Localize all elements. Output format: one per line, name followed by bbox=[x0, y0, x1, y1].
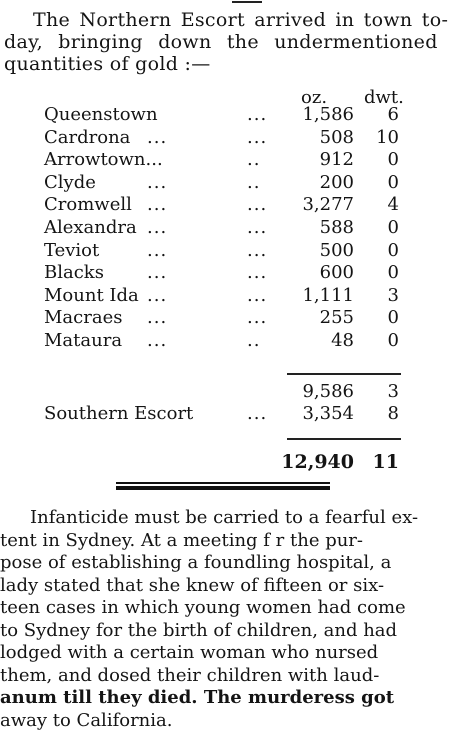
dwt-column-header: dwt. bbox=[364, 87, 404, 108]
leader-dots: ... bbox=[147, 217, 167, 238]
leader-dots: .. bbox=[247, 172, 260, 193]
total-dwt: 11 bbox=[369, 451, 399, 473]
oz-value: 48 bbox=[331, 330, 354, 351]
paragraph-line: lady stated that she knew of fifteen or six- bbox=[0, 575, 444, 598]
intro-paragraph bbox=[4, 9, 442, 75]
table-row bbox=[0, 127, 449, 150]
oz-value: 3,277 bbox=[302, 194, 354, 215]
place-name: Cromwell bbox=[44, 194, 132, 215]
southern-escort-dwt: 8 bbox=[369, 403, 399, 424]
subtotal-row bbox=[0, 381, 449, 404]
leader-dots: ... bbox=[147, 285, 167, 306]
section-divider-bottom bbox=[116, 486, 330, 490]
table-row bbox=[0, 285, 449, 308]
oz-value: 508 bbox=[320, 127, 354, 148]
oz-value: 255 bbox=[320, 307, 354, 328]
leader-dots: ... bbox=[147, 262, 167, 283]
dwt-value: 0 bbox=[369, 307, 399, 328]
southern-escort-oz: 3,354 bbox=[302, 403, 354, 424]
dwt-value: 0 bbox=[369, 149, 399, 170]
place-name: Teviot bbox=[44, 240, 99, 261]
dwt-value: 0 bbox=[369, 240, 399, 261]
dwt-value: 0 bbox=[369, 330, 399, 351]
place-name: Alexandra bbox=[44, 217, 137, 238]
subtotal-rule bbox=[287, 373, 401, 375]
leader-dots: ... bbox=[147, 240, 167, 261]
subtotal-oz: 9,586 bbox=[302, 381, 354, 402]
intro-line: day, bringing down the undermentioned bbox=[4, 31, 442, 53]
southern-escort-row bbox=[0, 403, 449, 426]
oz-value: 1,111 bbox=[302, 285, 354, 306]
paragraph-line: Infanticide must be carried to a fearful ex- bbox=[0, 507, 444, 530]
oz-value: 1,586 bbox=[302, 104, 354, 125]
table-row bbox=[0, 194, 449, 217]
table-row bbox=[0, 149, 449, 172]
table-row bbox=[0, 217, 449, 240]
place-name: Queenstown bbox=[44, 104, 158, 125]
dwt-value: 3 bbox=[369, 285, 399, 306]
leader-dots: ... bbox=[247, 240, 267, 261]
paragraph-line: lodged with a certain woman who nursed bbox=[0, 642, 444, 665]
leader-dots: ... bbox=[147, 127, 167, 148]
leader-dots: ... bbox=[247, 127, 267, 148]
oz-value: 588 bbox=[320, 217, 354, 238]
place-name: Macraes bbox=[44, 307, 122, 328]
dwt-value: 6 bbox=[369, 104, 399, 125]
total-rule bbox=[287, 438, 401, 440]
dwt-value: 0 bbox=[369, 172, 399, 193]
news-paragraph bbox=[0, 507, 444, 732]
leader-dots: ... bbox=[247, 194, 267, 215]
leader-dots: ... bbox=[247, 262, 267, 283]
oz-column-header: oz. bbox=[301, 87, 327, 108]
table-row bbox=[0, 262, 449, 285]
dwt-value: 10 bbox=[369, 127, 399, 148]
place-name: Arrowtown... bbox=[44, 149, 163, 170]
place-name: Clyde bbox=[44, 172, 96, 193]
place-name: Blacks bbox=[44, 262, 104, 283]
paragraph-line: tent in Sydney. At a meeting f r the pur- bbox=[0, 530, 444, 553]
leader-dots: ... bbox=[247, 403, 267, 424]
oz-value: 600 bbox=[320, 262, 354, 283]
southern-escort-label: Southern Escort bbox=[44, 403, 193, 424]
leader-dots: ... bbox=[147, 307, 167, 328]
leader-dots: ... bbox=[247, 285, 267, 306]
paragraph-line: away to California. bbox=[0, 710, 444, 732]
subtotal-dwt: 3 bbox=[369, 381, 399, 402]
table-row bbox=[0, 240, 449, 263]
paragraph-line: to Sydney for the birth of children, and had bbox=[0, 620, 444, 643]
leader-dots: .. bbox=[247, 330, 260, 351]
dwt-value: 0 bbox=[369, 217, 399, 238]
leader-dots: ... bbox=[147, 194, 167, 215]
table-row bbox=[0, 330, 449, 353]
oz-value: 200 bbox=[320, 172, 354, 193]
paragraph-line: pose of establishing a foundling hospital, a bbox=[0, 552, 444, 575]
total-row bbox=[0, 451, 449, 474]
leader-dots: .. bbox=[247, 149, 260, 170]
oz-value: 500 bbox=[320, 240, 354, 261]
dwt-value: 0 bbox=[369, 262, 399, 283]
total-oz: 12,940 bbox=[281, 451, 354, 473]
section-divider-top bbox=[116, 482, 330, 484]
table-row bbox=[0, 172, 449, 195]
leader-dots: ... bbox=[147, 172, 167, 193]
leader-dots: ... bbox=[247, 104, 267, 125]
paragraph-line: them, and dosed their children with laud- bbox=[0, 665, 444, 688]
place-name: Cardrona bbox=[44, 127, 130, 148]
table-row bbox=[0, 104, 449, 127]
place-name: Mataura bbox=[44, 330, 122, 351]
leader-dots: ... bbox=[247, 307, 267, 328]
leader-dots: ... bbox=[247, 217, 267, 238]
paragraph-line: anum till they died. The murderess got bbox=[0, 687, 444, 710]
top-rule bbox=[232, 1, 262, 3]
oz-value: 912 bbox=[320, 149, 354, 170]
table-row bbox=[0, 307, 449, 330]
intro-line: The Northern Escort arrived in town to- bbox=[4, 9, 442, 31]
paragraph-line: teen cases in which young women had come bbox=[0, 597, 444, 620]
dwt-value: 4 bbox=[369, 194, 399, 215]
intro-line: quantities of gold :— bbox=[4, 53, 442, 75]
leader-dots: ... bbox=[147, 330, 167, 351]
place-name: Mount Ida bbox=[44, 285, 139, 306]
